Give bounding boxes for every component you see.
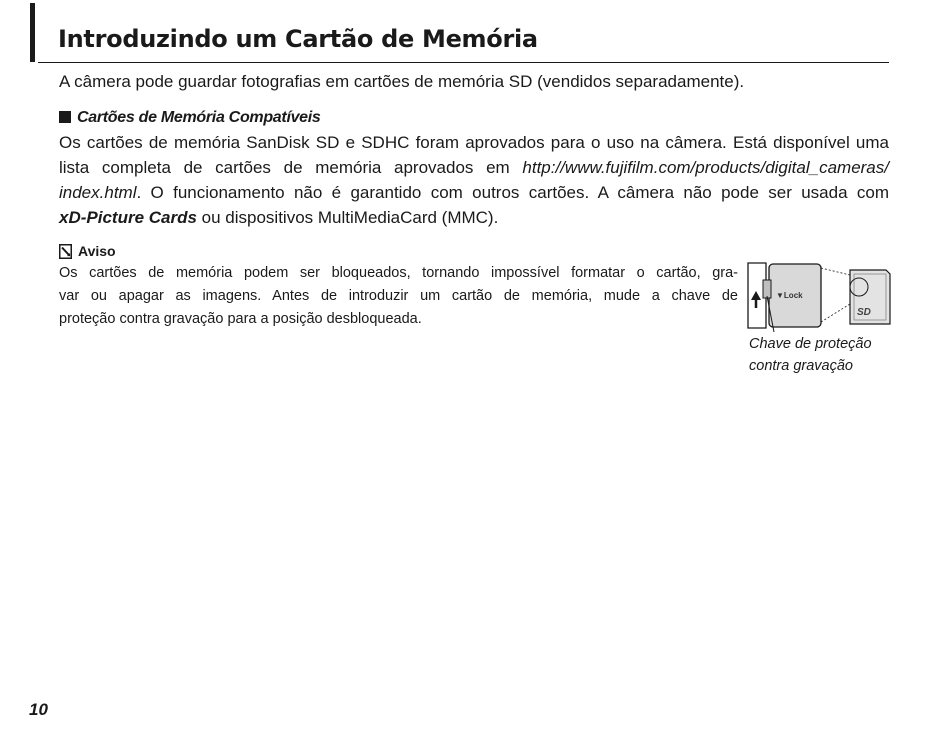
xd-picture-cards: xD-Picture Cards xyxy=(59,208,197,227)
section-heading xyxy=(59,107,321,129)
sd-logo: SD xyxy=(857,307,871,318)
caption-line-2: contra gravação xyxy=(749,358,853,374)
intro-paragraph: A câmera pode guardar fotografias em cartões de memória SD (vendidos separadamente). xyxy=(59,72,745,91)
note-paragraph xyxy=(59,262,738,331)
page-number: 10 xyxy=(29,700,48,719)
body-line-3 xyxy=(59,180,889,205)
fujifilm-url: http://www.fujifilm.com/products/digital_cameras/ xyxy=(522,158,889,177)
note-line-1: Os cartões de memória podem ser bloqueados, tornando impossível formatar o cartão, gra- xyxy=(59,265,738,281)
body-line-4 xyxy=(59,205,889,230)
header-rule xyxy=(38,62,889,63)
body-line-2 xyxy=(59,155,889,180)
note-line-3: proteção contra gravação para a posição desbloqueada. xyxy=(59,311,422,327)
body-line-2-text: lista completa de cartões de memória aprovados em xyxy=(59,158,523,177)
lock-label: ▼Lock xyxy=(776,291,803,300)
note-line-2: var ou apagar as imagens. Antes de introduzir um cartão de memória, mude a chave de xyxy=(59,288,738,304)
write-protect-figure xyxy=(746,258,894,336)
body-line-3-text: . O funcionamento não é garantido com outros cartões. A câmera não pode ser usada com xyxy=(136,183,889,202)
zoom-line-top xyxy=(821,268,850,275)
note-heading xyxy=(59,241,116,261)
body-line-4-text: ou dispositivos MultiMediaCard (MMC). xyxy=(196,208,499,227)
figure-caption xyxy=(749,333,872,377)
caution-note-icon xyxy=(59,244,72,259)
body-line-1: Os cartões de memória SanDisk SD e SDHC foram aprovados para o uso na câmera. Está disponível uma xyxy=(59,133,889,152)
page-title: Introduzindo um Cartão de Memória xyxy=(58,25,538,53)
caption-line-1: Chave de proteção xyxy=(749,336,872,352)
square-bullet-icon xyxy=(59,111,71,123)
zoom-line-bottom xyxy=(821,304,850,322)
compatible-cards-paragraph xyxy=(59,130,889,230)
header-side-bar xyxy=(30,3,35,62)
lock-switch xyxy=(763,280,771,298)
fujifilm-url-end: index.html xyxy=(59,183,137,202)
section-heading-text: Cartões de Memória Compatíveis xyxy=(77,109,321,126)
note-heading-text: Aviso xyxy=(78,243,116,259)
